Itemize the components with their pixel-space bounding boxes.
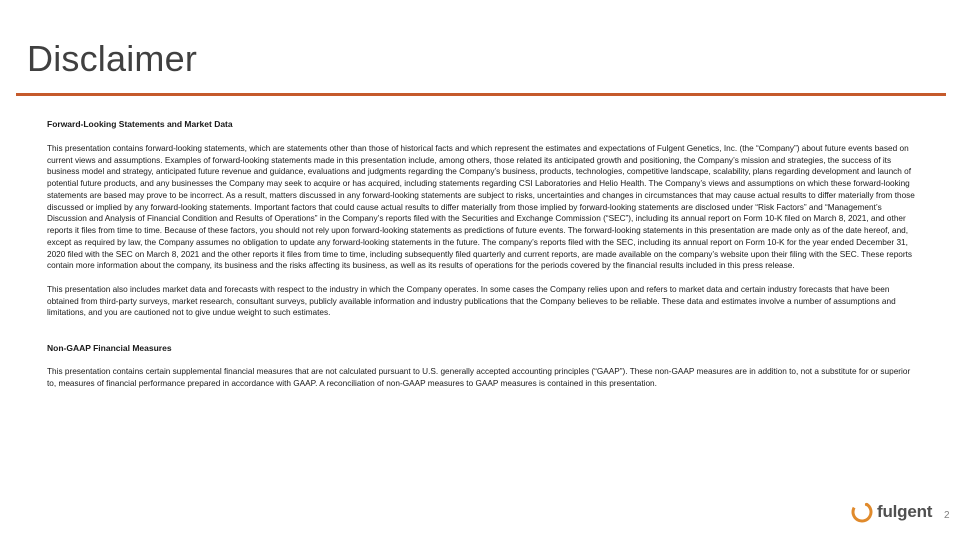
slide-title: Disclaimer	[27, 38, 198, 79]
forward-looking-paragraph: This presentation contains forward-looking statements, which are statements other than those of historical facts and which represent the estimates and expectations of Fulgent Genetics, Inc. (the “Company”) about future events based on current views and assumptions. Examples of forward-looking statements made in this presentation include, among others, those related its anticipated growth and positioning, the Company’s mission and strategies, the success of its business model and strategy, anticipated future revenue and guidance, evaluations and judgments regarding the Company’s business, products, technologies, competitive landscape, scalability, plans regarding development and launch of potential future products, and any businesses the Company may seek to acquire or has acquired, including statements regarding CSI Laboratories and Helio Health. The Company’s views and assumptions on which these forward-looking statements are based may prove to be incorrect. As a result, matters discussed in any forward-looking statements are subject to risks, uncertainties and changes in circumstances that may cause actual results to differ materially from those discussed or implied by any forward-looking statements. Important factors that could cause actual results to differ materially from those implied by forward-looking statements are disclosed under “Risk Factors” and “Management’s Discussion and Analysis of Financial Condition and Results of Operations” in the Company’s reports filed with the Securities and Exchange Commission (“SEC”), including its annual report on Form 10-K filed on March 8, 2021, and other reports it files from time to time. Because of these factors, you should not rely upon forward-looking statements as predictions of future events. The forward-looking statements in this presentation are made only as of the date hereof, and, except as required by law, the Company assumes no obligation to update any forward-looking statements in the future. The company’s reports filed with the SEC, including its annual report on Form 10-K for the year ended December 31, 2020 filed with the SEC on March 8, 2021 and the other reports it files from time to time, including subsequently filed quarterly and current reports, are made available on the company’s website upon their filing with the SEC. These reports contain more information about the company, its business and the risks affecting its business, as well as its results of operations for the periods covered by the financial results included in this press release.	[47, 143, 915, 271]
page-number: 2	[944, 510, 950, 521]
fulgent-logo	[850, 500, 932, 524]
forward-looking-heading: Forward-Looking Statements and Market Data	[47, 119, 233, 129]
title-divider	[16, 93, 946, 96]
disclaimer-content	[47, 119, 917, 390]
market-data-paragraph: This presentation also includes market data and forecasts with respect to the industry in which the Company operates. In some cases the Company relies upon and refers to market data and certain industry forecasts that have been obtained from third-party surveys, market research, consultant surveys, publicly available information and industry publications that the Company believes to be reliable. These data and estimates involve a number of assumptions and limitations, and you are cautioned not to give undue weight to such estimates.	[47, 284, 896, 318]
fulgent-logo-icon	[850, 500, 874, 524]
fulgent-logo-text: fulgent	[877, 502, 933, 521]
non-gaap-heading: Non-GAAP Financial Measures	[47, 342, 172, 353]
non-gaap-paragraph: This presentation contains certain supplemental financial measures that are not calculated pursuant to U.S. generally accepted accounting principles (“GAAP”). These non-GAAP measures are in addition to, not a substitute for or superior to, measures of financial performance prepared in accordance with GAAP. A reconciliation of non-GAAP measures to GAAP measures is contained in this presentation.	[47, 367, 911, 388]
